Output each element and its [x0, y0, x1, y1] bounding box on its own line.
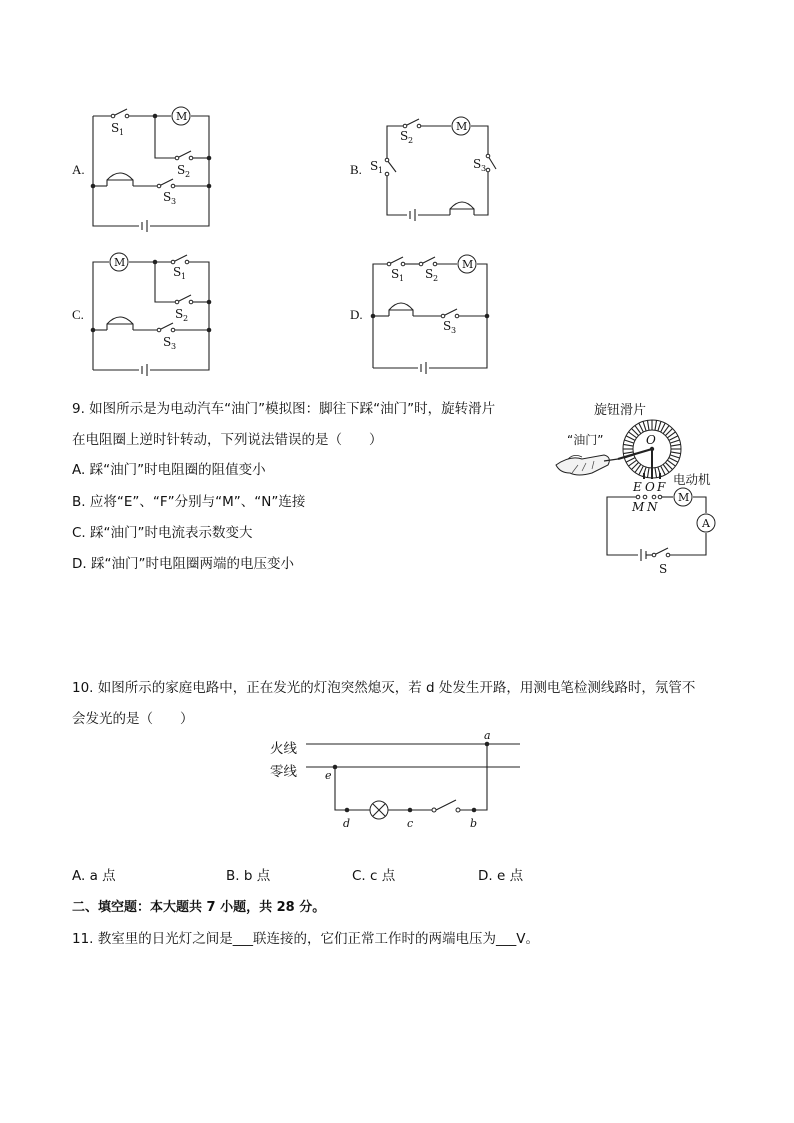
svg-text:c: c — [407, 817, 414, 830]
svg-text:O: O — [646, 433, 656, 447]
svg-text:S: S — [391, 267, 400, 281]
svg-text:2: 2 — [185, 170, 191, 179]
coil-tick — [670, 440, 680, 443]
q10-option-a: A. a 点 — [72, 868, 116, 884]
coil-tick — [671, 444, 681, 446]
svg-text:O: O — [645, 480, 655, 494]
svg-text:S: S — [400, 129, 409, 143]
svg-text:1: 1 — [399, 274, 405, 283]
svg-text:3: 3 — [481, 164, 487, 173]
svg-text:S: S — [177, 163, 186, 177]
q9-option-c: C. 踩“油门”时电流表示数变大 — [72, 525, 253, 541]
svg-text:e: e — [325, 769, 332, 782]
q9-throttle-figure — [548, 415, 728, 580]
q10-live-wire-label: 火线 — [270, 741, 297, 757]
svg-text:1: 1 — [119, 128, 125, 137]
circuit-d — [365, 250, 495, 375]
svg-text:2: 2 — [433, 274, 439, 283]
q10-household-circuit — [300, 728, 530, 833]
coil-tick — [639, 466, 644, 475]
coil-tick — [624, 440, 634, 443]
svg-text:3: 3 — [171, 197, 177, 206]
svg-text:S: S — [425, 267, 434, 281]
q9-option-b: B. 应将“E”、“F”分别与“M”、“N”连接 — [72, 494, 306, 510]
q9-stem-line2: 在电阻圈上逆时针转动，下列说法错误的是（ ） — [72, 432, 383, 448]
svg-text:S: S — [443, 319, 452, 333]
option-b-label: B. — [350, 162, 362, 177]
svg-text:M: M — [456, 120, 468, 133]
coil-tick — [647, 468, 649, 478]
svg-text:S: S — [111, 121, 120, 135]
q10-stem-line1: 10. 如图所示的家庭电路中，正在发光的灯泡突然熄灭，若 d 处发生开路，用测电笔检测线路时，氖管不 — [72, 680, 696, 696]
coil-tick — [670, 455, 680, 458]
coil-tick — [661, 466, 666, 475]
coil-tick — [655, 420, 657, 430]
svg-text:S: S — [173, 265, 182, 279]
q10-option-c: C. c 点 — [352, 868, 396, 884]
svg-text:1: 1 — [378, 166, 384, 175]
svg-text:S: S — [370, 159, 379, 173]
svg-text:b: b — [470, 817, 478, 830]
coil-tick — [639, 423, 644, 432]
coil-tick — [647, 420, 649, 430]
option-c-label: C. — [72, 307, 84, 322]
coil-tick — [658, 421, 661, 431]
coil-tick — [623, 444, 633, 446]
svg-text:F: F — [657, 480, 666, 494]
q9-option-d: D. 踩“油门”时电阻圈两端的电压变小 — [72, 556, 294, 572]
svg-text:a: a — [484, 729, 491, 742]
svg-text:M: M — [462, 258, 474, 271]
q10-option-d: D. e 点 — [478, 868, 524, 884]
circuit-b — [370, 108, 510, 228]
coil-tick — [626, 436, 635, 441]
circuit-c — [85, 248, 220, 378]
svg-text:1: 1 — [181, 272, 187, 281]
coil-tick — [626, 458, 635, 463]
coil-tick — [643, 421, 646, 431]
svg-text:3: 3 — [451, 326, 457, 335]
q9-option-a: A. 踩“油门”时电阻圈的阻值变小 — [72, 462, 266, 478]
q10-neutral-wire-label: 零线 — [270, 764, 297, 780]
svg-text:S: S — [163, 335, 172, 349]
q10-option-b: B. b 点 — [226, 868, 271, 884]
svg-text:M: M — [678, 491, 690, 504]
q9-pedal-label: “油门” — [567, 433, 604, 447]
option-d-label: D. — [350, 307, 363, 322]
svg-text:2: 2 — [408, 136, 414, 145]
circuit-a — [85, 100, 220, 235]
svg-text:M: M — [632, 500, 645, 514]
svg-text:N: N — [647, 500, 658, 514]
q11-stem: 11. 教室里的日光灯之间是___联连接的，它们正常工作时的两端电压为___V。 — [72, 931, 539, 947]
coil-tick — [661, 423, 666, 432]
svg-text:3: 3 — [171, 342, 177, 351]
coil-tick — [669, 436, 678, 441]
svg-text:2: 2 — [183, 314, 189, 323]
svg-text:E: E — [633, 480, 642, 494]
svg-text:M: M — [176, 110, 188, 123]
q10-stem-line2: 会发光的是（ ） — [72, 711, 194, 727]
svg-text:d: d — [343, 817, 351, 830]
q9-knob-label: 旋钮滑片 — [594, 403, 647, 418]
svg-text:S: S — [473, 157, 482, 171]
coil-tick — [669, 458, 678, 463]
coil-tick — [623, 452, 633, 454]
svg-text:S: S — [659, 562, 668, 576]
coil-tick — [671, 452, 681, 454]
svg-text:S: S — [175, 307, 184, 321]
q9-motor-label: 电动机 — [673, 472, 711, 487]
svg-text:S: S — [163, 190, 172, 204]
option-a-label: A. — [72, 162, 85, 177]
section-heading: 二、填空题：本大题共 7 小题，共 28 分。 — [72, 900, 326, 915]
svg-text:M: M — [114, 256, 126, 269]
q9-stem-line1: 9. 如图所示是为电动汽车“油门”模拟图：脚往下踩“油门”时，旋转滑片 — [72, 401, 496, 417]
svg-text:A: A — [702, 517, 710, 530]
coil-tick — [655, 468, 657, 478]
